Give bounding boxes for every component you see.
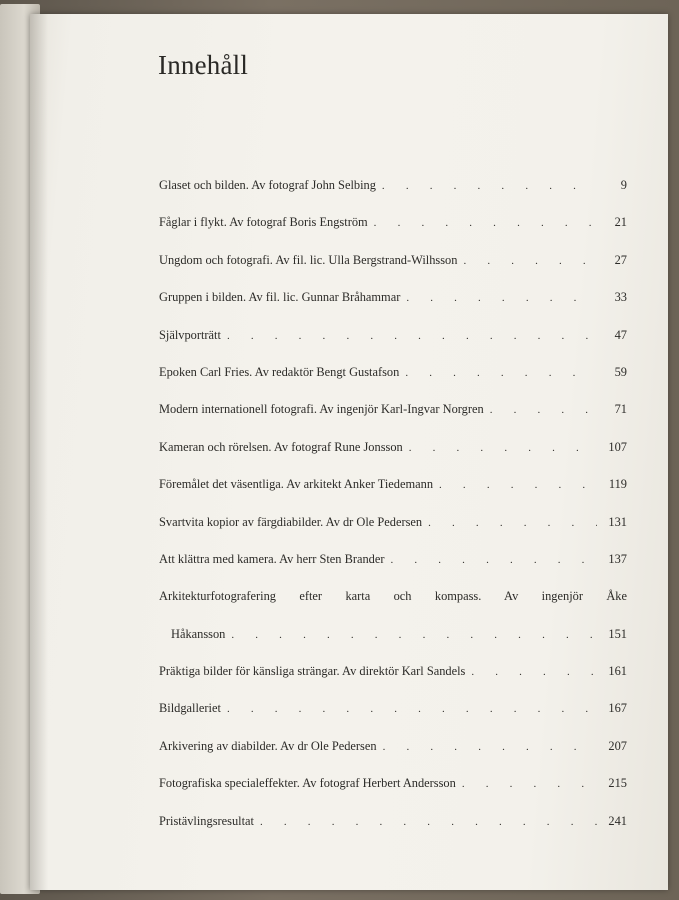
toc-entry-title: Svartvita kopior av färgdiabilder. Av dr Ole Pedersen	[159, 514, 423, 529]
page-heading: Innehåll	[158, 50, 249, 80]
toc-entry-page: 71	[614, 402, 627, 417]
toc-entry-title: Ungdom och fotografi. Av fil. lic. Ulla Bergstrand-Wilhsson	[159, 252, 458, 267]
toc-dot-leader	[439, 479, 597, 491]
toc-dot-leader	[227, 330, 597, 342]
toc-entry-title: Bildgalleriet	[159, 701, 221, 716]
toc-entry	[159, 402, 627, 439]
toc-entry	[159, 552, 627, 589]
toc-entry-title: Glaset och bilden. Av fotograf John Selbing	[159, 178, 376, 192]
toc-dot-leader	[471, 666, 597, 678]
toc-dot-leader	[463, 255, 597, 267]
toc-entry	[159, 814, 627, 851]
toc-entry-title: Fåglar i flykt. Av fotograf Boris Engström	[159, 215, 368, 230]
toc-entry	[159, 178, 627, 215]
toc-entry-page: 161	[608, 664, 627, 679]
toc-entry-page: 21	[614, 215, 627, 230]
toc-dot-leader	[382, 180, 597, 192]
toc-entry	[159, 776, 627, 813]
toc-entry-page: 9	[620, 178, 627, 192]
toc-entry-title: Arkitekturfotografering efter karta och kompass. Av ingenjör Åke	[159, 589, 627, 604]
toc-entry	[159, 477, 627, 514]
toc-entry-title: Att klättra med kamera. Av herr Sten Brander	[159, 551, 385, 566]
toc-dot-leader	[231, 629, 597, 641]
toc-entry-title: Arkivering av diabilder. Av dr Ole Pedersen	[159, 738, 377, 753]
toc-dot-leader	[409, 442, 597, 454]
toc-entry-title: Gruppen i bilden. Av fil. lic. Gunnar Bråhammar	[159, 290, 401, 305]
toc-entry-wrapped-line-1	[159, 589, 627, 626]
toc-entry	[159, 215, 627, 252]
toc-dot-leader	[374, 217, 597, 229]
toc-entry-title: Kameran och rörelsen. Av fotograf Rune Jonsson	[159, 439, 403, 454]
toc-entry-page: 241	[608, 813, 627, 828]
toc-entry-title: Fotografiska specialeffekter. Av fotograf Herbert Andersson	[159, 776, 456, 791]
toc-entry	[159, 365, 627, 402]
toc-entry	[159, 328, 627, 365]
toc-entry-page: 215	[608, 776, 627, 791]
toc-dot-leader	[428, 517, 597, 529]
toc-entry-title: Självporträtt	[159, 327, 221, 342]
toc-entry-page: 107	[608, 439, 627, 454]
page-gutter-shadow	[30, 14, 48, 890]
toc-entry	[159, 440, 627, 477]
toc-entry-title: Epoken Carl Fries. Av redaktör Bengt Gustafson	[159, 364, 400, 379]
toc-dot-leader	[490, 404, 597, 416]
toc-dot-leader	[405, 367, 597, 379]
toc-entry-page: 119	[608, 477, 627, 492]
toc-entry	[159, 253, 627, 290]
toc-entry-title: Modern internationell fotografi. Av ingenjör Karl-Ingvar Norgren	[159, 402, 484, 417]
toc-entry-title: Präktiga bilder för känsliga strängar. Av direktör Karl Sandels	[159, 664, 466, 679]
toc-entry-page: 47	[614, 327, 627, 342]
toc-entry	[159, 701, 627, 738]
toc-entry-page: 131	[608, 514, 627, 529]
toc-dot-leader	[383, 741, 597, 753]
toc-dot-leader	[406, 292, 597, 304]
toc-entry	[159, 739, 627, 776]
toc-entry-title: Pristävlingsresultat	[159, 813, 254, 828]
toc-entry-page: 33	[614, 290, 627, 305]
toc-entry	[159, 290, 627, 327]
toc-entry-title: Föremålet det väsentliga. Av arkitekt Anker Tiedemann	[159, 477, 434, 492]
toc-entry	[159, 515, 627, 552]
table-of-contents	[159, 178, 627, 851]
toc-entry	[159, 664, 627, 701]
toc-entry-page: 59	[614, 364, 627, 379]
toc-entry-title-continued: Håkansson	[171, 626, 226, 641]
toc-entry-wrapped-line-2	[159, 627, 627, 664]
toc-entry-page: 137	[608, 551, 627, 566]
toc-dot-leader	[390, 554, 597, 566]
toc-dot-leader	[462, 778, 597, 790]
toc-entry-page: 167	[608, 701, 627, 716]
toc-dot-leader	[227, 703, 597, 715]
toc-entry-page: 151	[608, 626, 627, 641]
toc-dot-leader	[260, 816, 597, 828]
toc-entry-page: 207	[608, 738, 627, 753]
toc-entry-page: 27	[614, 252, 627, 267]
